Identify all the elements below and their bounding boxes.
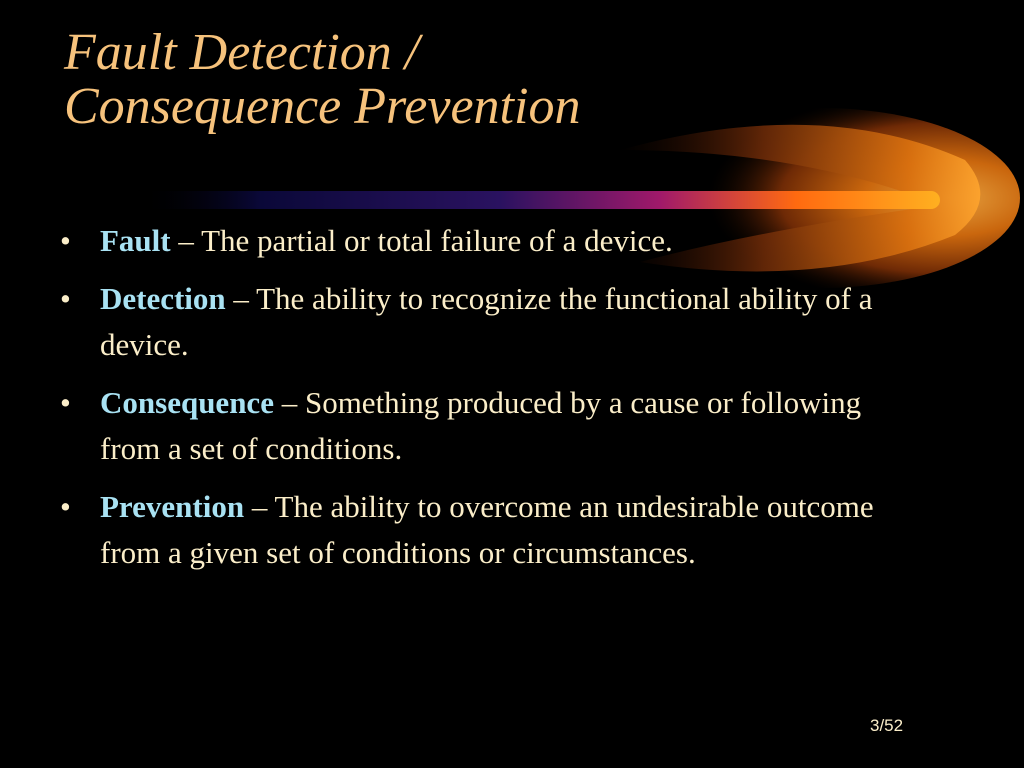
title-line-1: Fault Detection / bbox=[64, 24, 420, 81]
title-line-2: Consequence Prevention bbox=[64, 78, 581, 135]
page-number: 3/52 bbox=[870, 716, 904, 735]
bullet-term: Fault bbox=[100, 223, 171, 258]
bullet-definition: – Something produced by a cause or following from a set of conditions. bbox=[100, 385, 862, 466]
bullet-term: Consequence bbox=[100, 385, 274, 420]
bullet-marker: • bbox=[60, 385, 71, 420]
bullet-item-prevention bbox=[60, 484, 880, 576]
bullet-definition: – The partial or total failure of a device. bbox=[170, 223, 673, 258]
bullet-list bbox=[60, 218, 880, 588]
bullet-definition: – The ability to overcome an undesirable outcome from a given set of conditions or circumstances. bbox=[100, 489, 874, 570]
bullet-item-detection bbox=[60, 276, 880, 368]
comet-streak-shape bbox=[140, 191, 940, 209]
bullet-marker: • bbox=[60, 223, 71, 258]
bullet-item-consequence bbox=[60, 380, 880, 472]
bullet-marker: • bbox=[60, 281, 71, 316]
bullet-item-fault bbox=[60, 218, 880, 264]
bullet-term: Detection bbox=[100, 281, 226, 316]
bullet-marker: • bbox=[60, 489, 71, 524]
slide-title bbox=[64, 26, 580, 134]
bullet-definition: – The ability to recognize the functional ability of a device. bbox=[100, 281, 873, 362]
bullet-term: Prevention bbox=[100, 489, 245, 524]
